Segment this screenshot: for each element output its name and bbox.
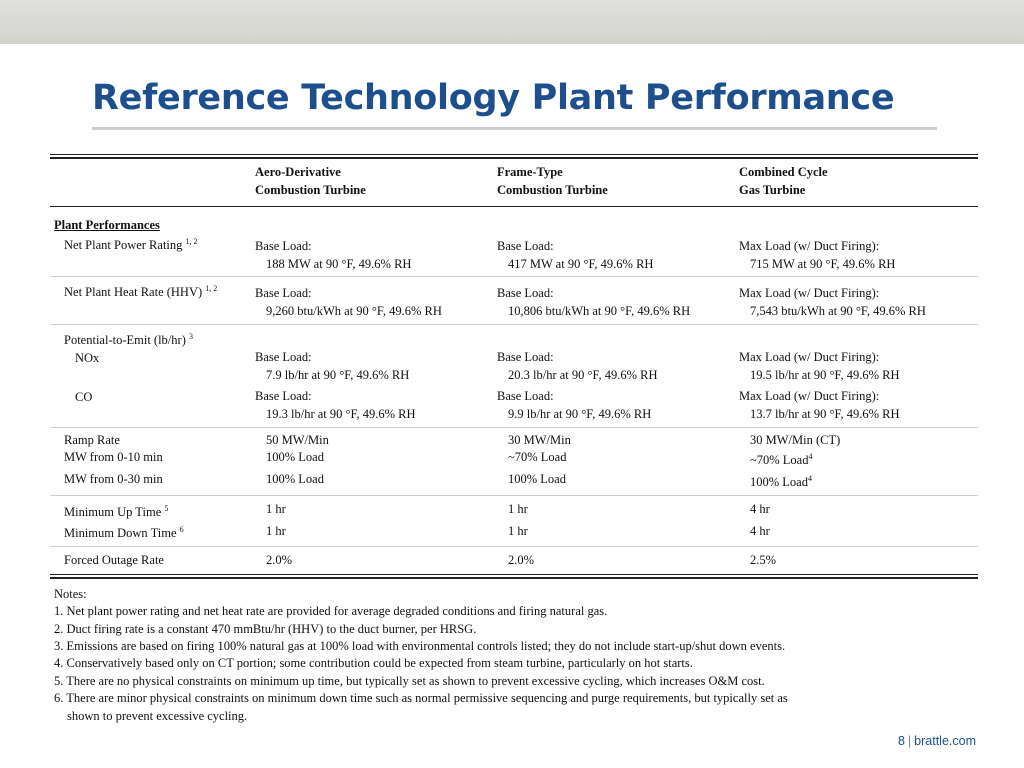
col-header-aero-line2: Combustion Turbine (255, 183, 366, 197)
cell-minup-frame: 1 hr (508, 502, 528, 516)
row-label-pte: Potential-to-Emit (lb/hr) $^3$ (64, 332, 193, 347)
cell-heat-frame-a: Base Load: (497, 286, 554, 300)
cell-forced-aero: 2.0% (266, 553, 293, 567)
row-divider (50, 495, 978, 496)
notes-heading: Notes: (54, 587, 87, 601)
cell-power-frame-a: Base Load: (497, 239, 554, 253)
row-divider (50, 324, 978, 325)
section-header: Plant Performances (54, 218, 160, 232)
row-divider (50, 427, 978, 428)
cell-co-cc-a: Max Load (w/ Duct Firing): (739, 389, 880, 403)
cell-nox-frame-b: 20.3 lb/hr at 90 °F, 49.6% RH (508, 368, 658, 382)
cell-heat-frame-b: 10,806 btu/kWh at 90 °F, 49.6% RH (508, 304, 691, 318)
cell-mw10-cc: ~70% Load$^4$ (750, 452, 813, 467)
table-bottom-rule-thick (50, 577, 978, 579)
row-label-heat: Net Plant Heat Rate (HHV) $^{1, 2}$ (64, 284, 218, 299)
cell-ramp-frame: 30 MW/Min (508, 433, 571, 447)
cell-mw30-aero: 100% Load (266, 472, 324, 486)
cell-co-frame-b: 9.9 lb/hr at 90 °F, 49.6% RH (508, 407, 652, 421)
title-underline (92, 127, 937, 130)
row-label-nox: NOx (75, 351, 100, 365)
col-header-frame-line2: Combustion Turbine (497, 183, 608, 197)
cell-power-frame-b: 417 MW at 90 °F, 49.6% RH (508, 257, 654, 271)
cell-nox-aero-a: Base Load: (255, 350, 312, 364)
table-top-rule (50, 154, 978, 155)
row-label-mw10: MW from 0-10 min (64, 450, 163, 464)
page-footer (898, 734, 976, 748)
cell-mw30-frame: 100% Load (508, 472, 566, 486)
row-label-mw30: MW from 0-30 min (64, 472, 163, 486)
note-3: 3. Emissions are based on firing 100% natural gas at 100% load with environmental controls listed; they do not include start-up/shut down events. (54, 639, 786, 653)
top-banner (0, 0, 1024, 44)
cell-mw10-frame: ~70% Load (508, 450, 567, 464)
note-2: 2. Duct firing rate is a constant 470 mmBtu/hr (HHV) to the duct burner, per HRSG. (54, 622, 477, 636)
cell-mindown-frame: 1 hr (508, 524, 528, 538)
row-label-minup: Minimum Up Time $^5$ (64, 504, 169, 519)
cell-mindown-cc: 4 hr (750, 524, 770, 538)
cell-ramp-aero: 50 MW/Min (266, 433, 329, 447)
page-title: Reference Technology Plant Performance (92, 78, 895, 118)
cell-minup-aero: 1 hr (266, 502, 286, 516)
cell-co-aero-a: Base Load: (255, 389, 312, 403)
cell-power-aero-a: Base Load: (255, 239, 312, 253)
footnote-ref: 4 (807, 474, 812, 483)
footer-site-link[interactable]: brattle.com (914, 734, 976, 748)
cell-nox-aero-b: 7.9 lb/hr at 90 °F, 49.6% RH (266, 368, 410, 382)
col-header-frame-line1: Frame-Type (497, 165, 563, 179)
cell-heat-cc-b: 7,543 btu/kWh at 90 °F, 49.6% RH (750, 304, 926, 318)
cell-nox-cc-b: 19.5 lb/hr at 90 °F, 49.6% RH (750, 368, 900, 382)
col-header-cc-line1: Combined Cycle (739, 165, 828, 179)
cell-power-cc-b: 715 MW at 90 °F, 49.6% RH (750, 257, 896, 271)
cell-mindown-aero: 1 hr (266, 524, 286, 538)
cell-forced-cc: 2.5% (750, 553, 777, 567)
cell-heat-aero-b: 9,260 btu/kWh at 90 °F, 49.6% RH (266, 304, 442, 318)
note-1: 1. Net plant power rating and net heat rate are provided for average degraded conditions and firing natural gas. (54, 604, 608, 618)
col-header-aero-line1: Aero-Derivative (255, 165, 341, 179)
table-bottom-rule (50, 574, 978, 575)
footnote-ref: 1, 2 (205, 284, 218, 293)
cell-power-aero-b: 188 MW at 90 °F, 49.6% RH (266, 257, 412, 271)
note-6: 6. There are minor physical constraints on minimum down time such as normal permissive sequencing and purge requirements, but typically set as (54, 691, 788, 705)
cell-forced-frame: 2.0% (508, 553, 535, 567)
table-top-rule-thick (50, 157, 978, 159)
cell-co-cc-b: 13.7 lb/hr at 90 °F, 49.6% RH (750, 407, 900, 421)
footnote-ref: 3 (188, 332, 193, 341)
cell-co-aero-b: 19.3 lb/hr at 90 °F, 49.6% RH (266, 407, 416, 421)
cell-minup-cc: 4 hr (750, 502, 770, 516)
footer-separator: | (907, 734, 912, 748)
footnote-ref: 5 (164, 504, 169, 513)
cell-nox-cc-a: Max Load (w/ Duct Firing): (739, 350, 880, 364)
cell-heat-cc-a: Max Load (w/ Duct Firing): (739, 286, 880, 300)
row-label-mindown: Minimum Down Time $^6$ (64, 525, 184, 540)
note-6-continued: shown to prevent excessive cycling. (67, 709, 248, 723)
row-label-ramp: Ramp Rate (64, 433, 120, 447)
note-5: 5. There are no physical constraints on minimum up time, but typically set as shown to prevent excessive cycling, which increases O&M cost. (54, 674, 765, 688)
cell-heat-aero-a: Base Load: (255, 286, 312, 300)
page-number: 8 (897, 734, 905, 748)
cell-mw30-cc: 100% Load$^4$ (750, 474, 812, 489)
row-label-forced: Forced Outage Rate (64, 553, 164, 567)
cell-power-cc-a: Max Load (w/ Duct Firing): (739, 239, 880, 253)
row-label-co: CO (75, 390, 93, 404)
col-header-cc-line2: Gas Turbine (739, 183, 806, 197)
note-4: 4. Conservatively based only on CT portion; some contribution could be expected from steam turbine, particularly on hot starts. (54, 656, 693, 670)
cell-ramp-cc: 30 MW/Min (CT) (750, 433, 841, 447)
footnote-ref: 1, 2 (185, 237, 198, 246)
cell-nox-frame-a: Base Load: (497, 350, 554, 364)
row-divider (50, 546, 978, 547)
row-label-power: Net Plant Power Rating $^{1, 2}$ (64, 237, 198, 252)
row-divider (50, 276, 978, 277)
footnote-ref: 4 (808, 452, 813, 461)
footnote-ref: 6 (179, 525, 184, 534)
cell-co-frame-a: Base Load: (497, 389, 554, 403)
cell-mw10-aero: 100% Load (266, 450, 324, 464)
header-bottom-rule (50, 206, 978, 207)
